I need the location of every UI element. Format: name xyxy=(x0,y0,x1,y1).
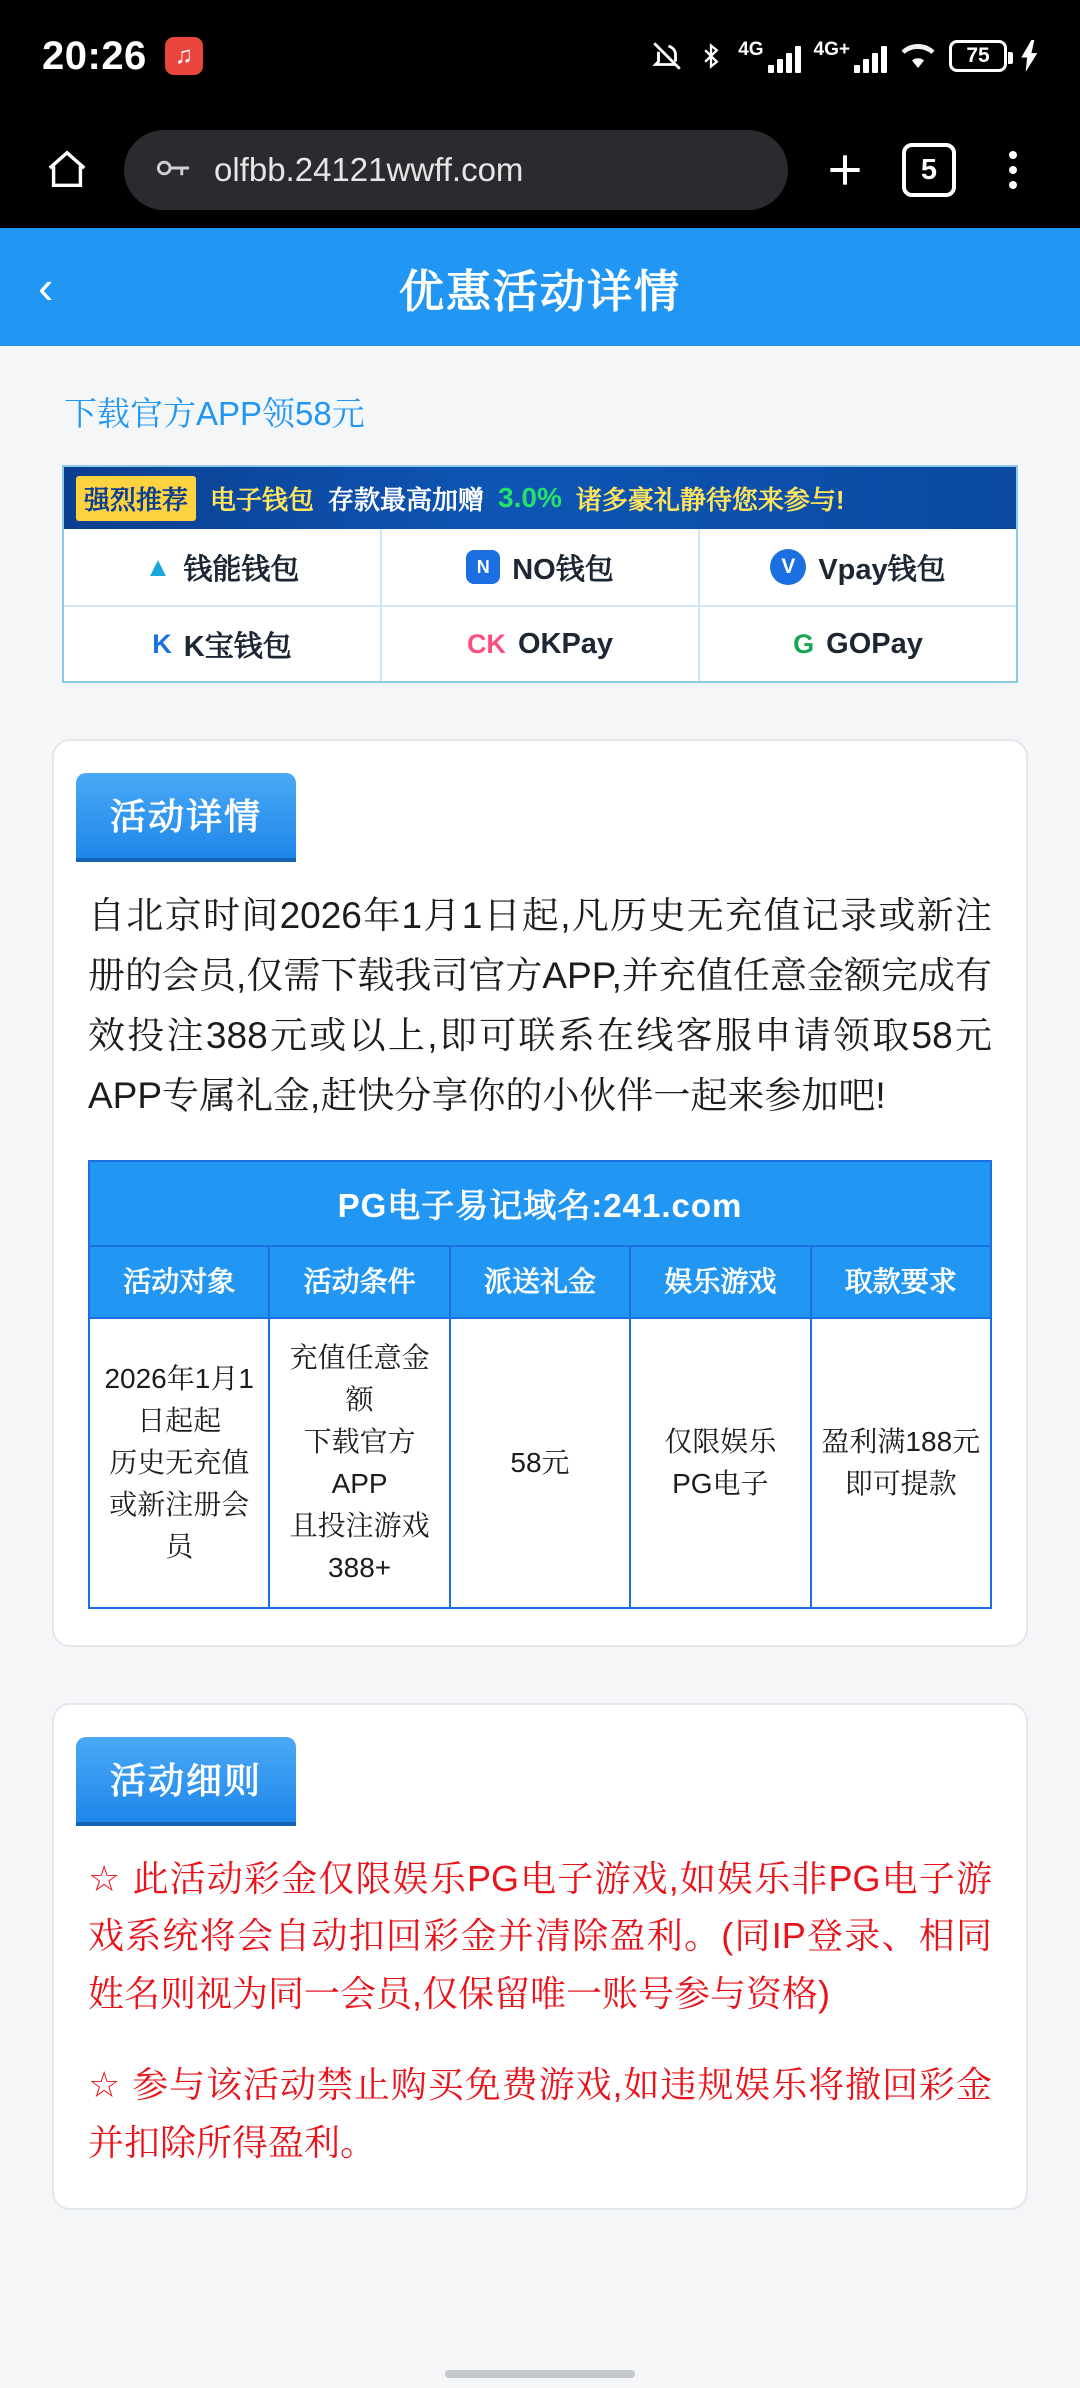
status-bar xyxy=(0,0,1080,112)
table-cell-line: 盈利满188元 xyxy=(821,1425,981,1457)
table-cell-gift xyxy=(450,1318,630,1608)
status-bar-right xyxy=(650,39,1040,73)
table-header-gift: 派送礼金 xyxy=(450,1246,630,1318)
table-cell-game xyxy=(630,1318,810,1608)
address-bar-url[interactable]: olfbb.24121wwff.com xyxy=(214,151,524,188)
table-cell-line: 且投注游戏 xyxy=(289,1509,430,1541)
wallet-item-label: K宝钱包 xyxy=(183,630,292,663)
activity-rules-body xyxy=(54,1822,1026,2172)
plus-icon[interactable] xyxy=(814,139,876,201)
table-cell-line: 即可提款 xyxy=(844,1467,957,1499)
download-app-promo-link[interactable]: 下载官方APP领58元 xyxy=(64,395,365,432)
wallet-item-label: Vpay钱包 xyxy=(818,553,946,586)
table-cell-line: PG电子 xyxy=(672,1467,769,1499)
table-header-object: 活动对象 xyxy=(89,1246,269,1318)
wallet-banner-tag: 强烈推荐 xyxy=(76,476,196,521)
wallet-item-qianneng[interactable] xyxy=(64,529,382,605)
table-row xyxy=(89,1318,991,1608)
wallet-item-gopay[interactable] xyxy=(700,605,1016,681)
music-app-icon: ♫ xyxy=(165,37,203,75)
page-content xyxy=(0,346,1080,2388)
tab-counter[interactable]: 5 xyxy=(902,143,956,197)
signal-4g-icon: 4G xyxy=(738,40,800,73)
wallet-row xyxy=(64,605,1016,681)
gopay-icon: G xyxy=(793,628,815,659)
scroll-handle[interactable] xyxy=(445,2370,635,2378)
table-cell-line: 充值任意金额 xyxy=(289,1341,430,1415)
wallet-item-label: GOPay xyxy=(826,627,923,660)
activity-rules-tab: 活动细则 xyxy=(76,1737,296,1822)
no-wallet-icon: N xyxy=(466,550,500,584)
wallet-banner-headline xyxy=(64,467,1016,529)
bluetooth-icon xyxy=(697,40,725,72)
table-header-game: 娱乐游戏 xyxy=(630,1246,810,1318)
kbao-wallet-icon: K xyxy=(152,628,172,659)
table-header-row xyxy=(89,1246,991,1318)
signal-4gplus-icon: 4G+ xyxy=(814,40,887,73)
table-cell-withdraw xyxy=(811,1318,991,1608)
wallet-item-label: NO钱包 xyxy=(512,553,614,586)
table-title: PG电子易记域名:241.com xyxy=(89,1161,991,1246)
status-bar-left xyxy=(42,34,203,79)
chevron-left-icon[interactable]: ‹ xyxy=(38,261,54,313)
table-cell-line: 2026年1月1日起起 xyxy=(104,1362,254,1436)
battery-indicator: 75 xyxy=(949,40,1007,72)
activity-detail-card xyxy=(52,739,1028,1647)
wallet-banner-percent: 3.0% xyxy=(498,482,562,513)
okpay-icon: CK xyxy=(466,628,506,659)
table-cell-object xyxy=(89,1318,269,1608)
table-cell-line: 下载官方APP xyxy=(303,1425,416,1499)
wallet-banner-headline-1: 电子钱包 xyxy=(210,484,315,515)
table-header-withdraw: 取款要求 xyxy=(811,1246,991,1318)
home-icon[interactable] xyxy=(36,139,98,201)
browser-toolbar xyxy=(0,112,1080,228)
table-cell-line: 388+ xyxy=(328,1551,392,1583)
more-vertical-icon[interactable] xyxy=(982,139,1044,201)
vpay-wallet-icon: V xyxy=(770,549,806,585)
activity-detail-paragraph: 自北京时间2026年1月1日起,凡历史无充值记录或新注册的会员,仅需下载我司官方APP,并充值任意金额完成有效投注388元或以上,即可联系在线客服申请领取58元APP专属礼金,赶快分享你的小伙伴一起来参加吧! xyxy=(88,895,992,1116)
status-clock: 20:26 xyxy=(42,33,147,78)
wallet-item-label: 钱能钱包 xyxy=(183,553,300,586)
lightning-bolt-icon xyxy=(1020,40,1040,72)
wallet-banner-headline-3: 诸多豪礼静待您来参与! xyxy=(575,484,845,515)
activity-rules-card xyxy=(52,1703,1028,2210)
activity-rule-paragraph: ☆ 参与该活动禁止购买免费游戏,如违规娱乐将撤回彩金并扣除所得盈利。 xyxy=(88,2064,992,2163)
activity-detail-table xyxy=(88,1160,992,1609)
wallet-item-okpay[interactable] xyxy=(382,605,700,681)
page-title: 优惠活动详情 xyxy=(398,265,681,317)
table-cell-condition xyxy=(269,1318,449,1608)
qianneng-wallet-icon: ▲ xyxy=(144,551,172,582)
wallet-item-kbao[interactable] xyxy=(64,605,382,681)
wallet-item-label: OKPay xyxy=(517,627,614,660)
activity-rules-text xyxy=(88,1850,992,2172)
wallet-item-no[interactable] xyxy=(382,529,700,605)
table-cell-line: 58元 xyxy=(510,1446,570,1478)
mute-bell-icon xyxy=(650,39,684,73)
activity-rule-paragraph: ☆ 此活动彩金仅限娱乐PG电子游戏,如娱乐非PG电子游戏系统将会自动扣回彩金并清除盈利。(同IP登录、相同姓名则视为同一会员,仅保留唯一账号参与资格) xyxy=(88,1857,992,2014)
app-header xyxy=(0,228,1080,346)
table-header-condition: 活动条件 xyxy=(269,1246,449,1318)
wallet-item-vpay[interactable] xyxy=(700,529,1016,605)
activity-detail-body xyxy=(54,858,1026,1609)
table-title-row xyxy=(89,1161,991,1246)
wallet-banner-headline-2: 存款最高加赠 xyxy=(328,484,485,515)
address-bar[interactable] xyxy=(124,130,788,210)
table-cell-line: 或新注册会员 xyxy=(109,1488,250,1562)
wallet-row xyxy=(64,529,1016,605)
table-cell-line: 仅限娱乐 xyxy=(664,1425,777,1457)
wifi-icon xyxy=(900,41,936,71)
site-info-icon[interactable] xyxy=(154,152,192,189)
table-cell-line: 历史无充值 xyxy=(109,1446,250,1478)
wallet-banner[interactable] xyxy=(62,465,1018,683)
activity-detail-tab: 活动详情 xyxy=(76,773,296,858)
